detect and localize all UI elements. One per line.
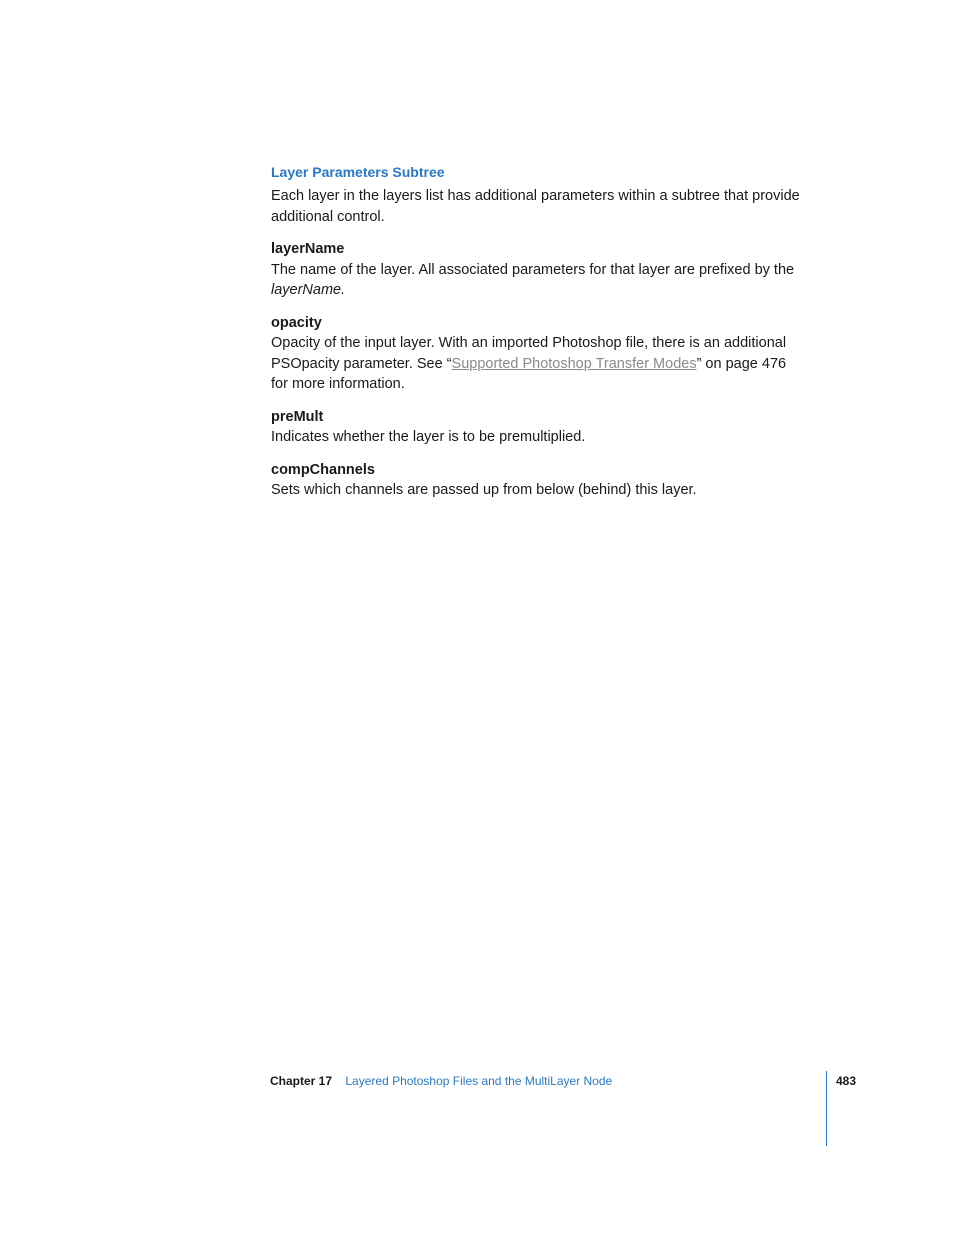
page-content xyxy=(271,162,806,501)
param-description xyxy=(271,260,806,301)
param-premult xyxy=(271,407,806,448)
page-footer xyxy=(270,1071,870,1091)
param-name: opacity xyxy=(271,314,322,331)
footer-page-number: 483 xyxy=(836,1074,857,1088)
cross-reference-link[interactable]: Supported Photoshop Transfer Modes xyxy=(451,355,697,372)
param-description: Sets which channels are passed up from below (behind) this layer. xyxy=(271,482,697,498)
footer-chapter-label: Chapter 17 xyxy=(270,1074,333,1088)
section-heading: Layer Parameters Subtree xyxy=(271,164,445,180)
param-description-after: ” on page 476 for more information. xyxy=(271,355,787,392)
param-name: compChannels xyxy=(271,461,375,478)
param-description xyxy=(271,333,806,395)
param-description-text: The name of the layer. All associated parameters for that layer are prefixed by the xyxy=(271,261,795,278)
footer-chapter-title: Layered Photoshop Files and the MultiLayer Node xyxy=(345,1074,613,1088)
param-layername xyxy=(271,239,806,301)
footer-divider xyxy=(826,1071,827,1146)
param-name: preMult xyxy=(271,408,324,425)
param-name: layerName xyxy=(271,241,345,257)
section-intro: Each layer in the layers list has additional parameters within a subtree that provide additional control. xyxy=(271,188,800,225)
param-description-italic: layerName. xyxy=(271,282,346,298)
param-description: Indicates whether the layer is to be premultiplied. xyxy=(271,429,586,445)
param-opacity xyxy=(271,313,806,395)
param-description-before: Opacity of the input layer. With an imported Photoshop file, there is an additional PSOpacity parameter. See “ xyxy=(271,335,787,372)
param-compchannels xyxy=(271,460,806,501)
